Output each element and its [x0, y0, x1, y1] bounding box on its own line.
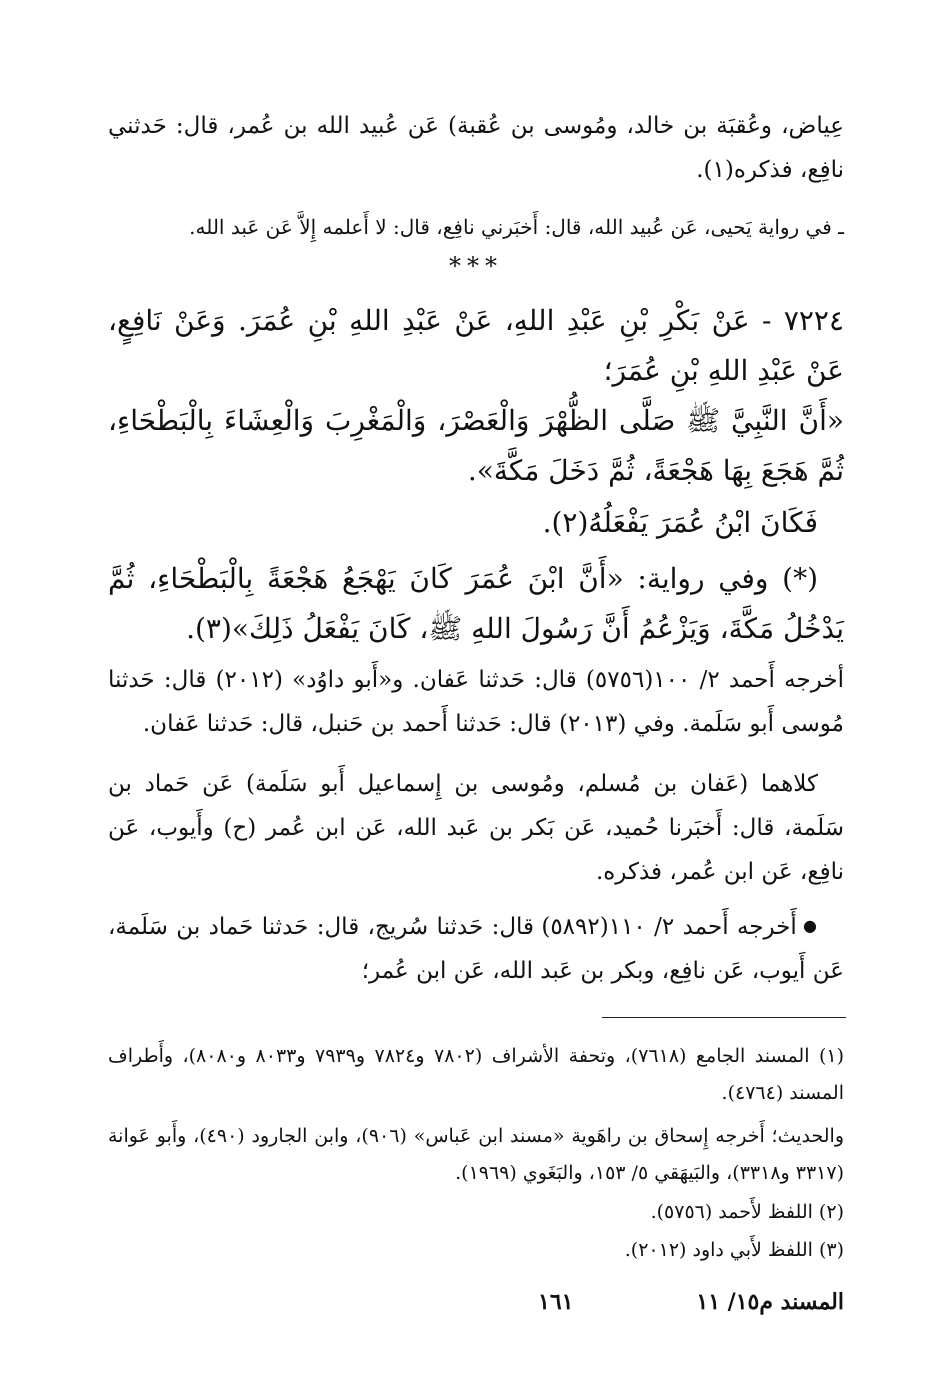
- section-separator: ***: [449, 252, 503, 280]
- hadith-alternate-riwaya: (*) وفي رواية: «أَنَّ ابْنَ عُمَرَ كَانَ يَهْجَعُ هَجْعَةً بِالْبَطْحَاءِ، ثُمَّ يَدْخُلُ مَكَّةَ، وَيَزْعُمُ أَنَّ رَسُولَ اللهِ ﷺ، كَانَ يَفْعَلُ ذَلِكَ»(٣).: [108, 562, 844, 645]
- takhrij-paragraph-3: ● أَخرجه أَحمد ٢/ ١١٠(٥٨٩٢) قال: حَدثنا سُريج، قال: حَدثنا حَماد بن سَلَمة، عَن أَيوب، عَن نافِع، وبكر بن عَبد الله، عَن ابن عُمر؛: [108, 904, 844, 993]
- hadith-matn: «أَنَّ النَّبِيَّ ﷺ صَلَّى الظُّهْرَ وَالْعَصْرَ، وَالْمَغْرِبَ وَالْعِشَاءَ بِالْبَطْحَاءِ، ثُمَّ هَجَعَ بِهَا هَجْعَةً، ثُمَّ دَخَلَ مَكَّةَ».: [108, 404, 844, 487]
- paragraph-continuation: عِياض، وعُقبَة بن خالد، ومُوسى بن عُقبة) عَن عُبيد الله بن عُمر، قال: حَدثني نافِع، فذكره(١).: [108, 113, 844, 183]
- volume-signature: المسند م١٥/ ١١: [696, 1289, 844, 1315]
- footnote-1-continuation: والحديث؛ أَخرجه إِسحاق بن راهَوية «مسند ابن عَباس» (٩٠٦)، وابن الجارود (٤٩٠)، وأَبو عَوانة (٣٣١٧ و٣٣١٨)، والبَيهَقي ٥/ ١٥٣، والبَغَوي (١٩٦٩).: [108, 1125, 845, 1184]
- footnote-2: (٢) اللفظ لأَحمد (٥٧٥٦).: [650, 1201, 844, 1223]
- takhrij-paragraph-2: كلاهما (عَفان بن مُسلم، ومُوسى بن إِسماعيل أَبو سَلَمة) عَن حَماد بن سَلَمة، قال: أَخبَرنا حُميد، عَن بَكر بن عَبد الله، عَن ابن عُمر (ح) وأَيوب، عَن نافِع، عَن ابن عُمر، فذكره.: [108, 771, 844, 885]
- page-footer: [108, 1289, 844, 1323]
- footnote-3: (٣) اللفظ لأَبي داود (٢٠١٢).: [624, 1239, 844, 1261]
- page-number: ١٦١: [538, 1289, 574, 1315]
- takhrij-paragraph-1: أخرجه أَحمد ٢/ ١٠٠(٥٧٥٦) قال: حَدثنا عَفان. و«أَبو داوُد» (٢٠١٢) قال: حَدثنا مُوسى أَبو سَلَمة. وفي (٢٠١٣) قال: حَدثنا أَحمد بن حَنبل، قال: حَدثنا عَفان.: [108, 667, 844, 737]
- footnote-1: (١) المسند الجامع (٧٦١٨)، وتحفة الأشراف (٧٨٠٢ و٧٨٢٤ و٧٩٣٩ و٨٠٣٣ و٨٠٨٠)، وأَطراف المسند (٤٧٦٤).: [108, 1045, 845, 1104]
- hadith-matn-continuation: فَكَانَ ابْنُ عُمَرَ يَفْعَلُهُ(٢).: [542, 506, 818, 539]
- paragraph-yahya-riwaya: ـ في رواية يَحيى، عَن عُبيد الله، قال: أَخبَرني نافِع، قال: لا أَعلمه إِلاَّ عَن عَبد الله.: [189, 215, 844, 239]
- hadith-isnad: ٧٢٢٤ - عَنْ بَكْرِ بْنِ عَبْدِ اللهِ، عَنْ عَبْدِ اللهِ بْنِ عُمَرَ. وَعَنْ نَافِعٍ، عَنْ عَبْدِ اللهِ بْنِ عُمَرَ؛: [108, 304, 844, 387]
- footnote-divider: [602, 1017, 846, 1018]
